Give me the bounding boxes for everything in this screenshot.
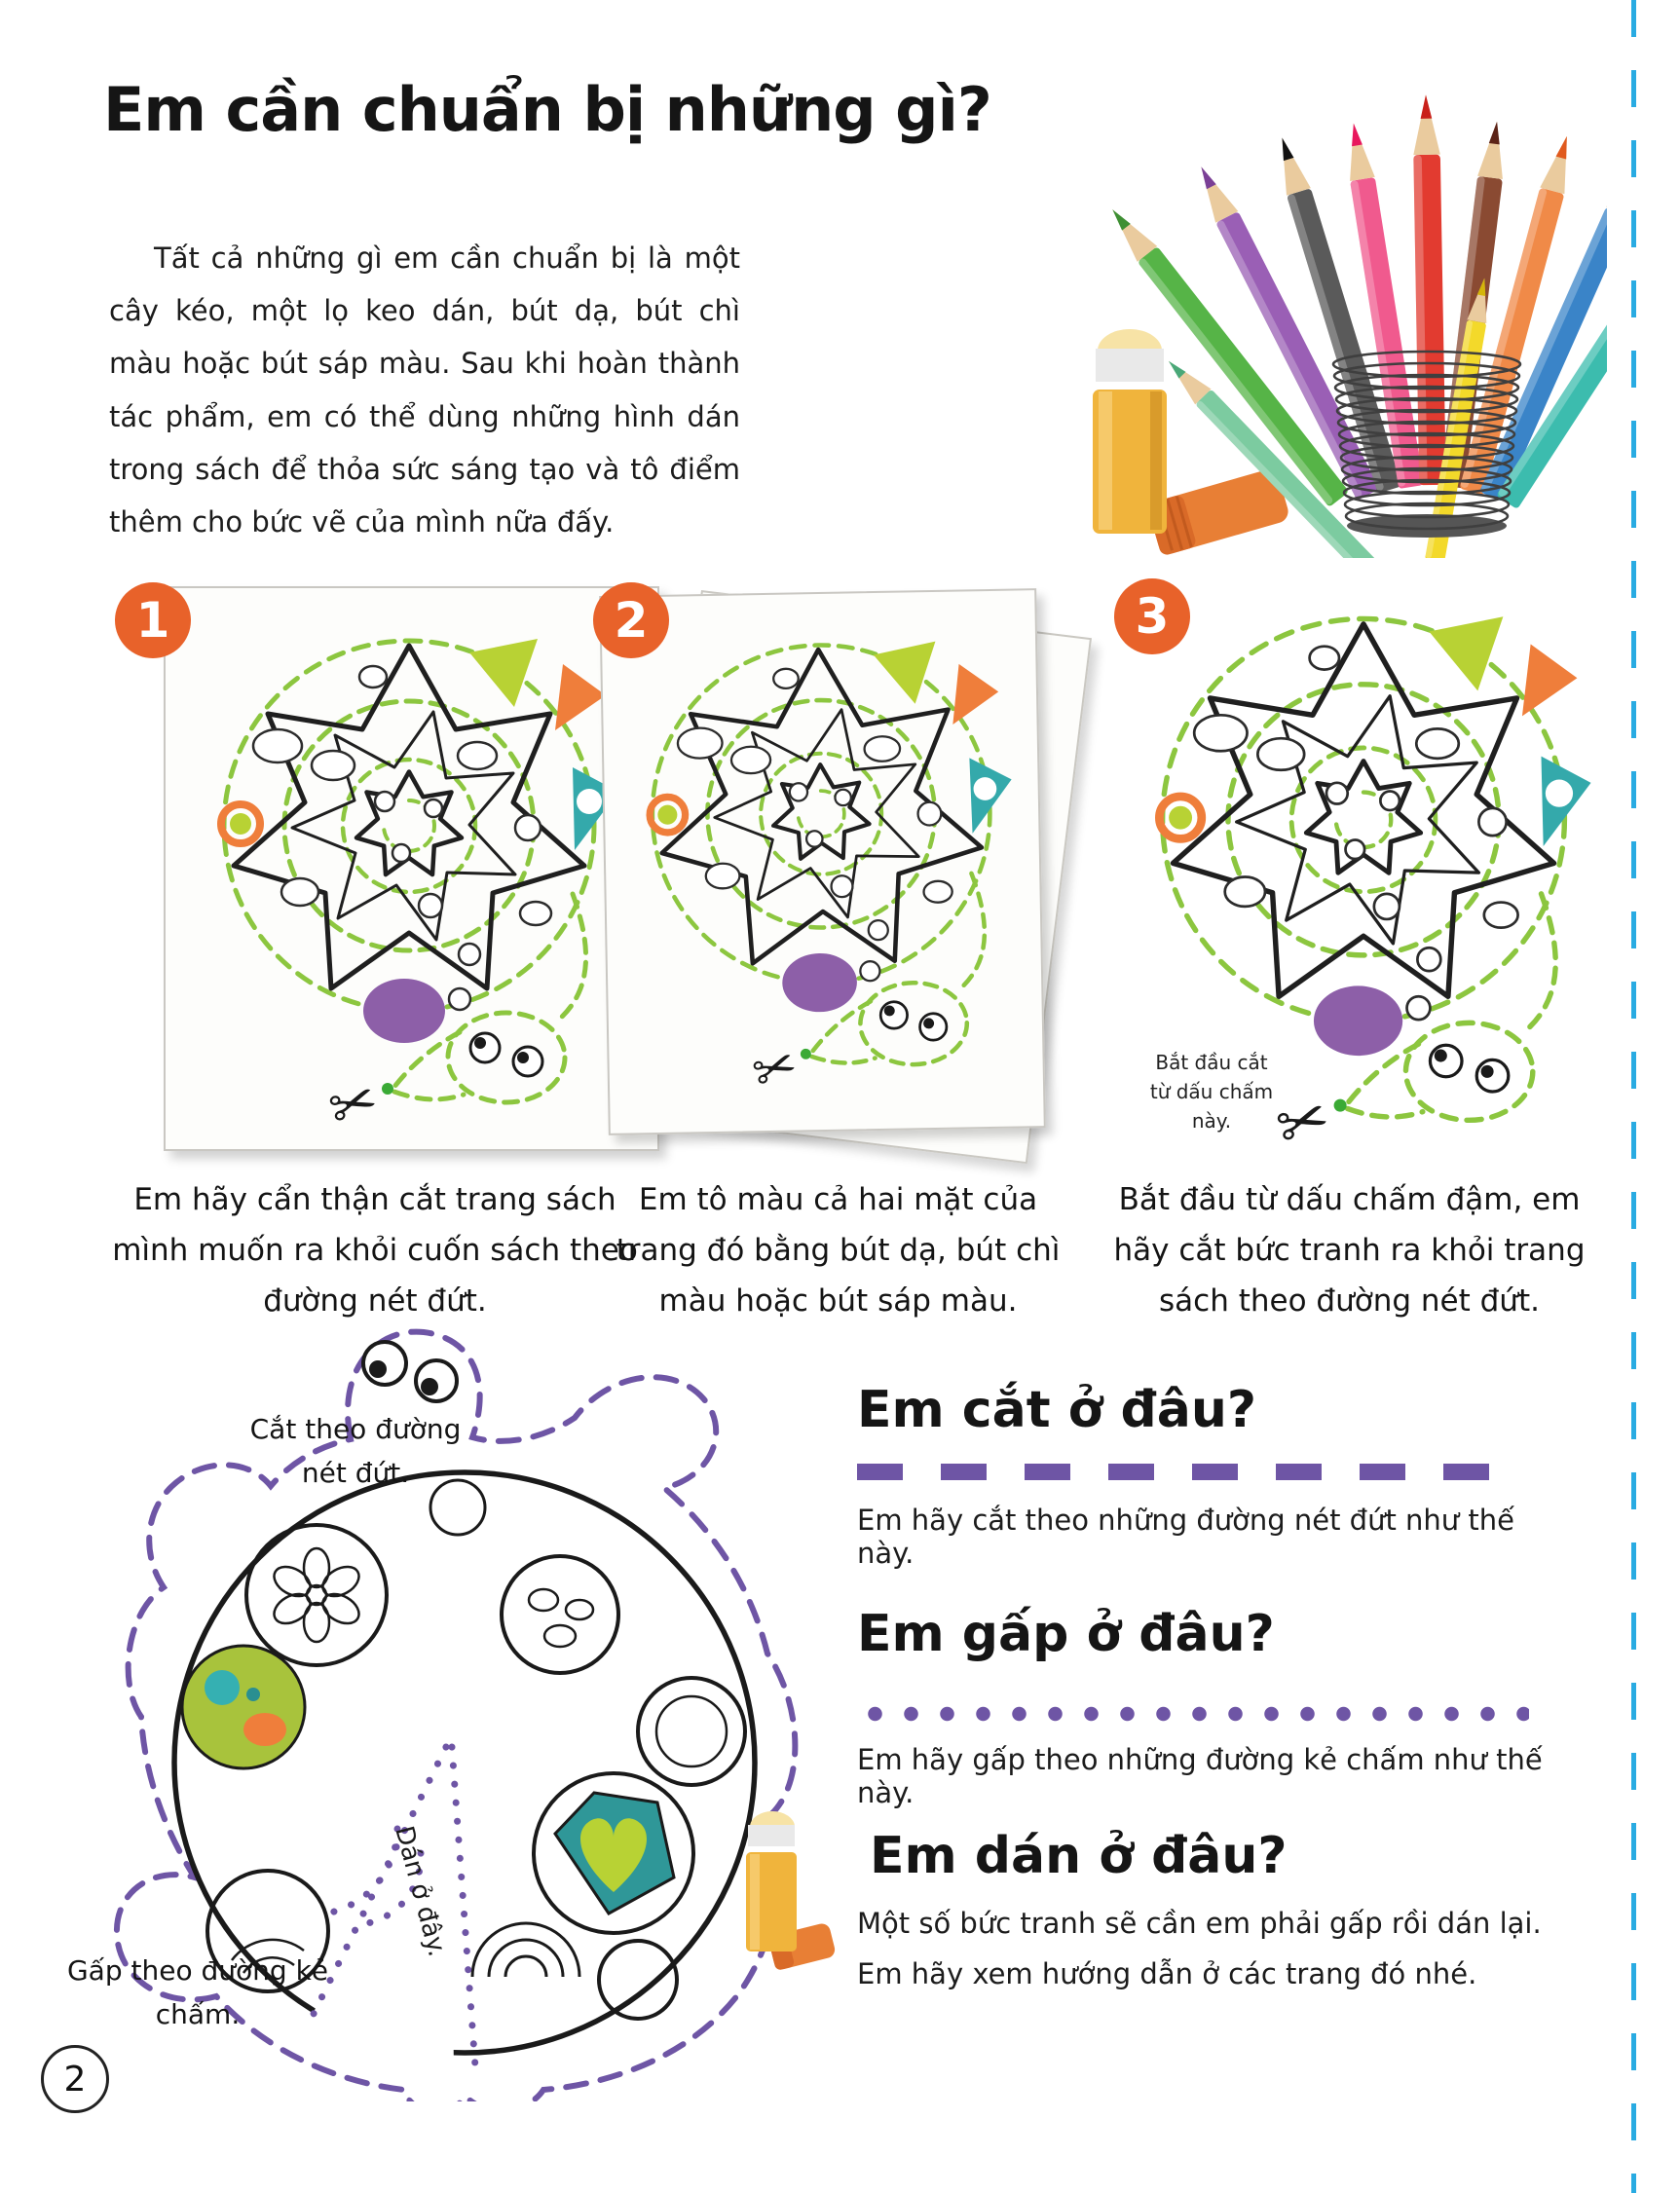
step-1-badge: [115, 582, 191, 658]
snail-illustration-step-1: [185, 602, 633, 1133]
small-glue-stick-icon: [723, 1790, 838, 1975]
page-number: 2: [63, 2059, 87, 2100]
turtle-fold-label: Gấp theo đường kẻ chấm.: [66, 1954, 329, 2030]
step-3-note: Bắt đầu cắt từ dấu chấm này.: [1149, 1051, 1274, 1133]
step-1-caption: Em hãy cẩn thận cắt trang sách mình muốn ra khỏi cuốn sách theo đường nét đứt.: [112, 1182, 638, 1320]
step-3-badge: [1114, 578, 1190, 654]
guide-glue-text-line2: Em hãy xem hướng dẫn ở các trang đó nhé.: [857, 1957, 1477, 1990]
step-2-badge: [593, 582, 669, 658]
step-2-front-page: [599, 588, 1046, 1135]
step-2-caption: Em tô màu cả hai mặt của trang đó bằng bút dạ, bút chì màu hoặc bút sáp màu.: [616, 1182, 1061, 1320]
step-1-card: [164, 586, 659, 1151]
turtle-cut-label: Cắt theo đường nét đứt.: [249, 1413, 462, 1489]
step-2-number: 2: [614, 592, 649, 649]
step-1-number: 1: [135, 592, 170, 649]
guide-glue-text-line1: Một số bức tranh sẽ cần em phải gấp rồi dán lại.: [857, 1907, 1542, 1940]
guide-cut-heading: Em cắt ở đâu?: [857, 1381, 1257, 1439]
guide-glue-heading: Em dán ở đâu?: [870, 1827, 1288, 1885]
page-number-badge: [41, 2045, 109, 2113]
step-3-caption: Bắt đầu từ dấu chấm đậm, em hãy cắt bức tranh ra khỏi trang sách theo đường nét đứt.: [1113, 1182, 1586, 1320]
page-edge-dashed-border: [1631, 0, 1636, 2193]
step-3-number: 3: [1135, 588, 1170, 645]
cut-dashed-line-sample: [857, 1464, 1517, 1480]
pencil-cup-icon: [1102, 94, 1607, 558]
tools-illustration: [1047, 56, 1607, 558]
turtle-glue-label: Dán ở đây.: [389, 1823, 452, 1960]
guide-fold-heading: Em gấp ở đâu?: [857, 1605, 1275, 1663]
step-2-cards: [604, 584, 1105, 1144]
guide-fold-text: Em hãy gấp theo những đường kẻ chấm như thế này.: [857, 1743, 1543, 1809]
page-title: Em cần chuẩn bị những gì?: [103, 74, 991, 145]
guide-cut-text: Em hãy cắt theo những đường nét đứt như thế này.: [857, 1504, 1515, 1570]
snail-illustration-step-2: [614, 606, 1031, 1096]
intro-paragraph: Tất cả những gì em cần chuẩn bị là một cây kéo, một lọ keo dán, bút dạ, bút chì màu hoặc bút sáp màu. Sau khi hoàn thành tác phẩm, em có thể dùng những hình dán trong sách để thỏa sức sáng tạo và tô điểm thêm cho bức vẽ của mình nữa đấy.: [109, 242, 740, 539]
fold-dotted-line-sample: [857, 1706, 1529, 1722]
